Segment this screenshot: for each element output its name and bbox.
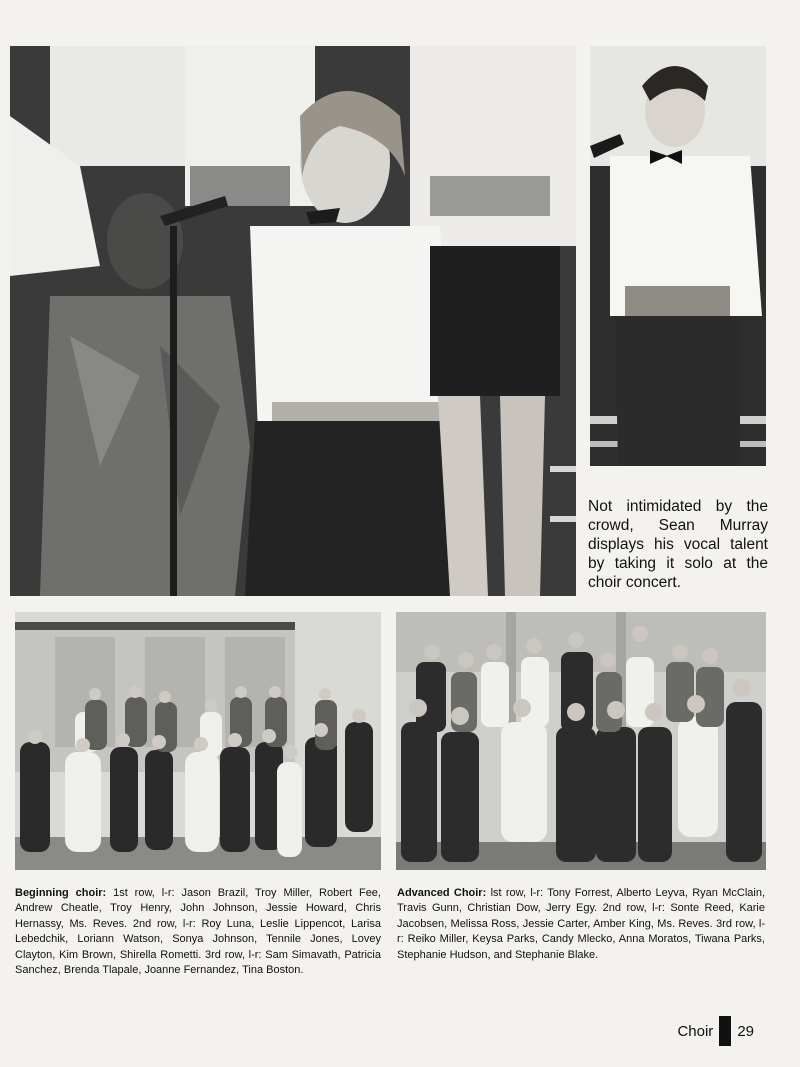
- page-folio: [677, 1016, 754, 1046]
- beginning-choir-names: 1st row, l-r: Jason Brazil, Troy Miller, Robert Fee, Andrew Cheatle, Troy Henry, John Johnson, Jessie Howard, Chris Hernassy, Ms. Reves. 2nd row, l-r: Roy Luna, Leslie Lippencot, Larisa Lebedchik, Loriann Watson, Sonya Johnson, Tennile Jones, Lovey Clayton, Kim Brown, Shirella Rometti. 3rd row, l-r: Sam Simavath, Patricia Sanchez, Brenda Tlapale, Joanne Fernandez, Tina Boston.: [15, 887, 381, 977]
- choir-concert-photo: [10, 46, 576, 596]
- section-name: Choir: [677, 1022, 714, 1040]
- beginning-choir-heading: Beginning choir:: [15, 887, 107, 899]
- advanced-choir-photo: [396, 612, 766, 870]
- soloist-caption: Not intimidated by the crowd, Sean Murray displays his vocal talent by taking it solo at the choir concert.: [588, 497, 768, 591]
- beginning-choir-caption: [15, 886, 381, 978]
- soloist-photo: [590, 46, 766, 466]
- page-number: 29: [737, 1022, 754, 1040]
- advanced-choir-heading: Advanced Choir:: [397, 887, 487, 899]
- beginning-choir-photo: [15, 612, 381, 870]
- advanced-choir-names: lst row, l-r: Tony Forrest, Alberto Leyva, Ryan McClain, Travis Gunn, Christian Dow, Jerry Egy. 2nd row, l-r: Sonte Reed, Karie Jacobsen, Melissa Ross, Jessie Carter, Amber King, Ms. Reves. 3rd row, l-r: Reiko Miller, Keysa Parks, Candy Mlecko, Anna Moratos, Tiwana Parks, Stephanie Hudson, and Stephanie Blake.: [397, 887, 766, 961]
- advanced-choir-caption: [397, 886, 765, 963]
- folio-bar: [719, 1016, 731, 1046]
